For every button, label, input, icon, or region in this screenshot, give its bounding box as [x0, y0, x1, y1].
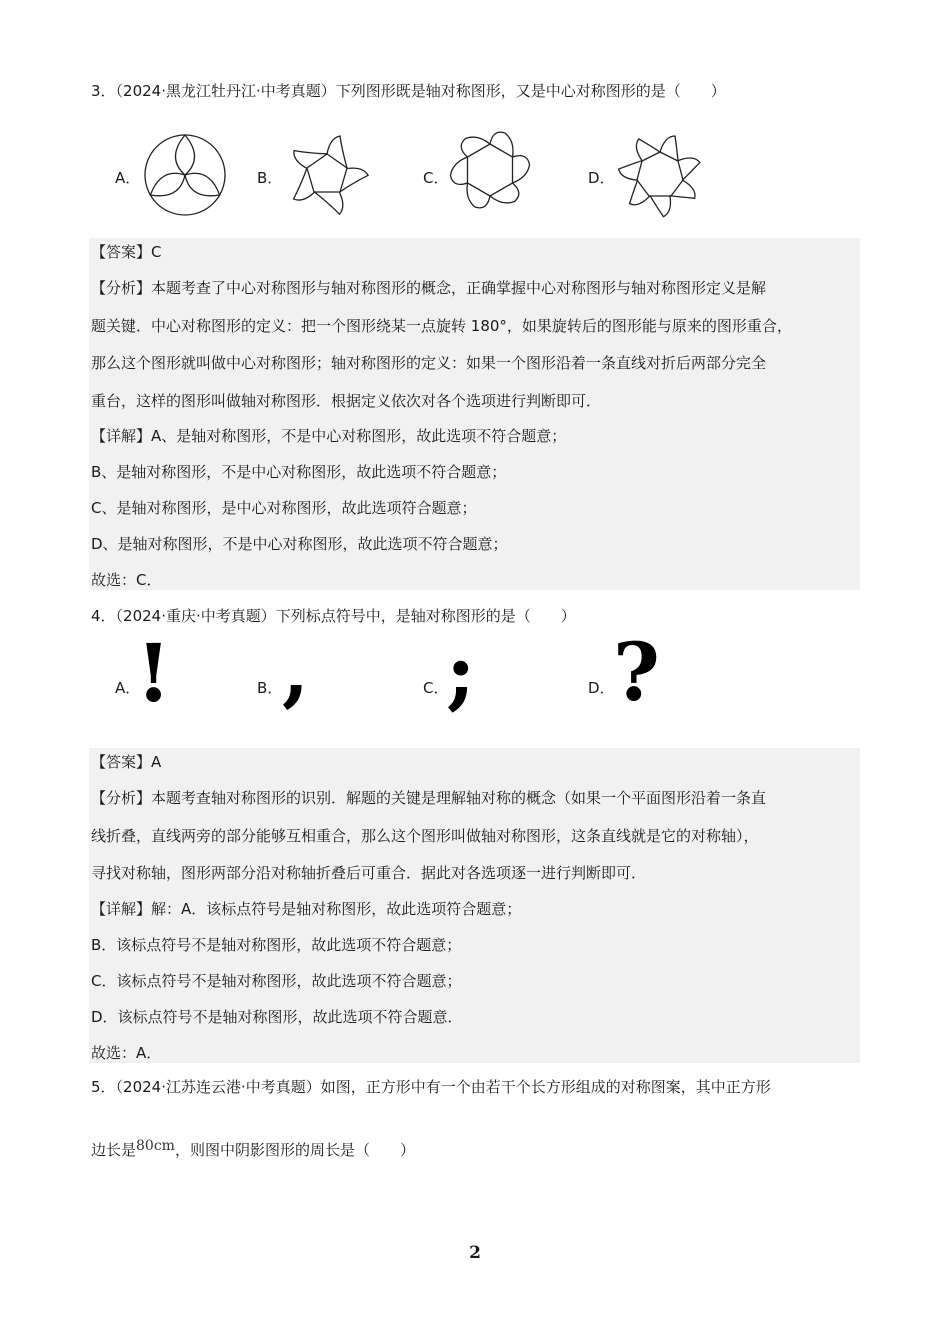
q5-stem-line-2	[91, 1139, 415, 1162]
q4-analysis-line: 线折叠，直线两旁的部分能够互相重合，那么这个图形叫做轴对称图形，这条直线就是它的对称轴），	[91, 827, 759, 845]
q4-option-c-label: C．	[423, 679, 449, 697]
q3-figure-a	[140, 130, 230, 220]
q4-comma-symbol: ,	[282, 625, 310, 716]
q3-option-a-label: A．	[115, 169, 141, 187]
q4-option-a-label: A．	[115, 679, 141, 697]
q4-detail-line: C．该标点符号不是轴对称图形，故此选项不符合题意；	[91, 972, 462, 990]
page-number: 2	[469, 1243, 481, 1263]
q3-detail-line: 故选：C．	[91, 571, 162, 589]
q4-exclamation-symbol: !	[136, 626, 172, 720]
q4-stem: 4．（2024·重庆·中考真题）下列标点符号中，是轴对称图形的是（ ）	[91, 607, 576, 625]
q3-analysis-line: 那么这个图形就叫做中心对称图形；轴对称图形的定义：如果一个图形沿着一条直线对折后两部分完全	[91, 354, 767, 372]
q4-semicolon-symbol: ;	[446, 625, 476, 719]
q4-detail-line: 【详解】解：A．该标点符号是轴对称图形，故此选项符合题意；	[91, 900, 522, 918]
q3-analysis-line: 【分析】本题考查了中心对称图形与轴对称图形的概念，正确掌握中心对称图形与轴对称图形定义是解	[91, 279, 767, 297]
q3-figure-c	[447, 127, 533, 213]
q3-option-b-label: B．	[257, 169, 283, 187]
q3-analysis-line: 重台，这样的图形叫做轴对称图形．根据定义依次对各个选项进行判断即可．	[91, 392, 602, 410]
q4-detail-line: 故选：A．	[91, 1044, 162, 1062]
q3-stem: 3．（2024·黑龙江牡丹江·中考真题）下列图形既是轴对称图形，又是中心对称图形的是（ ）	[91, 82, 726, 100]
q3-figure-b	[282, 130, 372, 220]
q3-detail-line: 【详解】A、是轴对称图形，不是中心对称图形，故此选项不符合题意；	[91, 427, 567, 445]
q3-figure-d	[615, 130, 705, 220]
q3-option-c-label: C．	[423, 169, 449, 187]
q4-analysis-line: 寻找对称轴，图形两部分沿对称轴折叠后可重合．据此对各选项逐一进行判断即可．	[91, 864, 647, 882]
q4-answer: 【答案】A	[91, 753, 162, 771]
q3-detail-line: D、是轴对称图形，不是中心对称图形，故此选项不符合题意；	[91, 535, 508, 553]
q4-analysis-line: 【分析】本题考查轴对称图形的识别．解题的关键是理解轴对称的概念（如果一个平面图形沿着一条直	[91, 789, 767, 807]
q3-analysis-line: 题关键．中心对称图形的定义：把一个图形绕某一点旋转 180°，如果旋转后的图形能与原来的图形重合，	[91, 317, 792, 335]
q4-question-mark-symbol: ?	[613, 625, 660, 719]
q4-detail-line: B．该标点符号不是轴对称图形，故此选项不符合题意；	[91, 936, 462, 954]
q4-option-d-label: D．	[588, 679, 615, 697]
q5-stem-suffix: ，则图中阴影图形的周长是（ ）	[174, 1141, 415, 1159]
q4-detail-line: D．该标点符号不是轴对称图形，故此选项不符合题意．	[91, 1008, 463, 1026]
q5-stem-line-1: 5．（2024·江苏连云港·中考真题）如图，正方形中有一个由若干个长方形组成的对称图案，其中正方形	[91, 1078, 771, 1096]
q5-side-length: 80cm	[136, 1138, 175, 1154]
q4-option-b-label: B．	[257, 679, 283, 697]
q5-stem-prefix: 边长是	[91, 1141, 137, 1159]
q3-detail-line: B、是轴对称图形，不是中心对称图形，故此选项不符合题意；	[91, 463, 507, 481]
q3-answer: 【答案】C	[91, 243, 162, 261]
q3-option-d-label: D．	[588, 169, 615, 187]
q3-detail-line: C、是轴对称图形，是中心对称图形，故此选项符合题意；	[91, 499, 477, 517]
